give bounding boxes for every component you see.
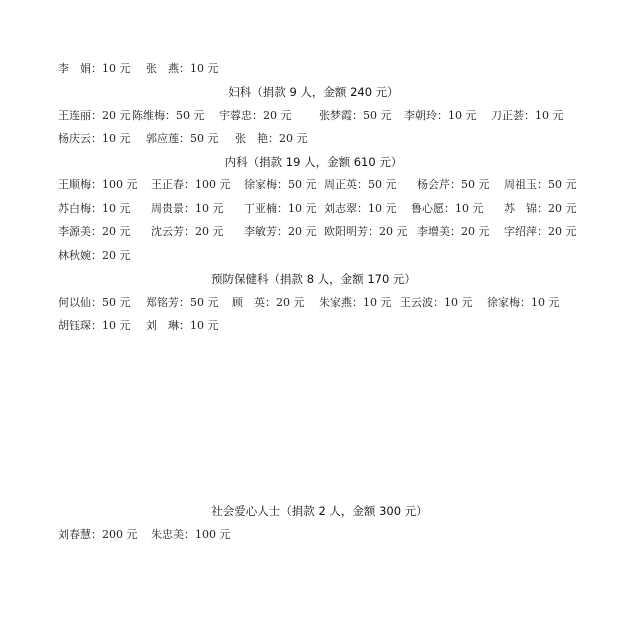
donor-entry: 李源美：20 元	[58, 225, 131, 238]
donor-entry: 胡钰琛：10 元	[58, 319, 131, 332]
donor-entry: 郑铭芳：50 元	[146, 296, 219, 309]
donor-entry: 李 娟：10 元	[58, 62, 131, 75]
donor-entry: 周祖玉：50 元	[504, 178, 577, 191]
donor-entry: 徐家梅：10 元	[487, 296, 560, 309]
donor-entry: 何以仙：50 元	[58, 296, 131, 309]
section-heading: 妇科（捐款 9 人，金额 240 元）	[228, 85, 399, 99]
donor-entry: 李敏芳：20 元	[244, 225, 317, 238]
donor-entry: 王云波：10 元	[400, 296, 473, 309]
donor-entry: 张 艳：20 元	[235, 132, 308, 145]
donor-entry: 李增美：20 元	[417, 225, 490, 238]
donor-entry: 徐家梅：50 元	[244, 178, 317, 191]
donor-entry: 杨庆云：10 元	[58, 132, 131, 145]
donor-entry: 王连丽：20 元	[58, 109, 131, 122]
donor-entry: 朱家燕：10 元	[319, 296, 392, 309]
donor-entry: 张梦霞：50 元	[319, 109, 392, 122]
donor-entry: 林秋婉：20 元	[58, 249, 131, 262]
donor-entry: 刘志翠：10 元	[324, 202, 397, 215]
donor-entry: 朱忠美：100 元	[151, 528, 231, 541]
donor-entry: 周贵景：10 元	[151, 202, 224, 215]
donor-entry: 沈云芳：20 元	[151, 225, 224, 238]
section-heading: 内科（捐款 19 人，金额 610 元）	[224, 155, 403, 169]
donor-entry: 宇蓉忠：20 元	[219, 109, 292, 122]
donor-entry: 杨会芹：50 元	[417, 178, 490, 191]
donor-entry: 顾 英：20 元	[232, 296, 305, 309]
donor-entry: 陈维梅：50 元	[132, 109, 205, 122]
donor-entry: 郭应莲：50 元	[146, 132, 219, 145]
donor-entry: 张 燕：10 元	[146, 62, 219, 75]
donor-entry: 周正英：50 元	[324, 178, 397, 191]
donor-entry: 字绍萍：20 元	[504, 225, 577, 238]
donor-entry: 刀正荟：10 元	[491, 109, 564, 122]
donor-entry: 刘 琳：10 元	[146, 319, 219, 332]
donor-entry: 王正春：100 元	[151, 178, 231, 191]
donor-entry: 李朝玲：10 元	[404, 109, 477, 122]
donor-entry: 欧阳明芳：20 元	[324, 225, 408, 238]
section-heading: 社会爱心人士（捐款 2 人，金额 300 元）	[211, 504, 428, 518]
donor-entry: 鲁心愿：10 元	[411, 202, 484, 215]
donor-entry: 王顺梅：100 元	[58, 178, 138, 191]
donor-entry: 苏白梅：10 元	[58, 202, 131, 215]
donor-entry: 丁亚楠：10 元	[244, 202, 317, 215]
section-heading: 预防保健科（捐款 8 人，金额 170 元）	[211, 272, 416, 286]
donor-entry: 刘春慧：200 元	[58, 528, 138, 541]
donor-entry: 苏 锦：20 元	[504, 202, 577, 215]
